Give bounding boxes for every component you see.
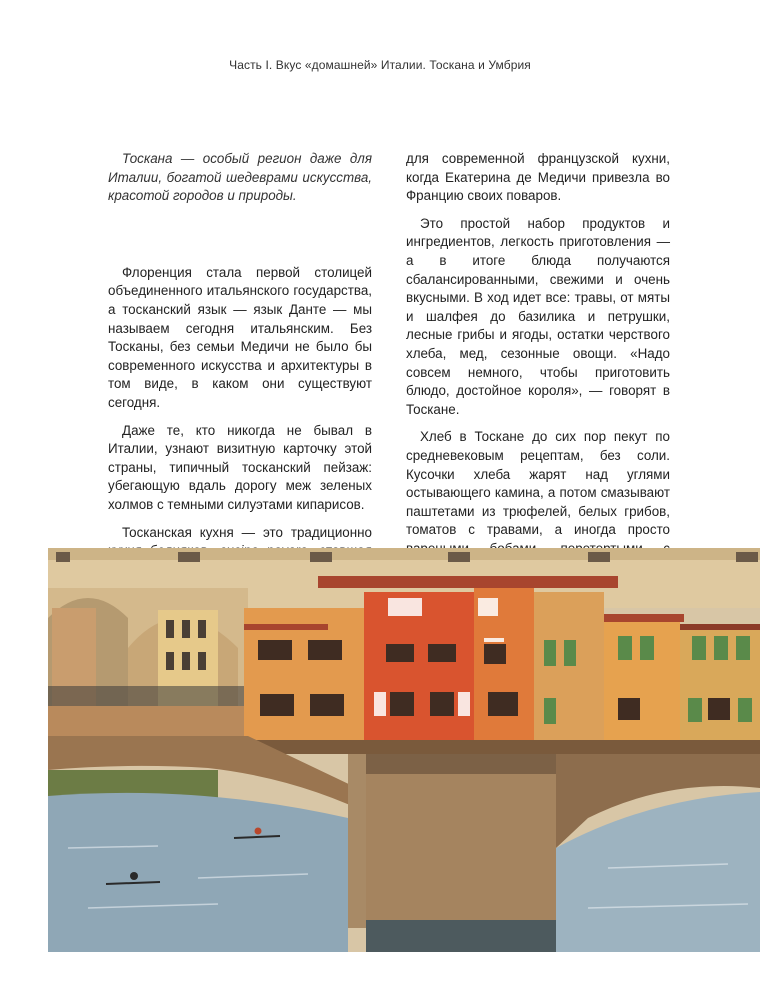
lead-paragraph: Тоскана — особый регион даже для Италии, богатой шедеврами искусства, красотой городов и природы. — [108, 151, 372, 204]
paragraph-landscape: Даже те, кто никогда не бывал в Италии, узнают визитную карточку этой страны, типичный тосканский пейзаж: убегающую вдаль дорогу меж зеленых холмов с темными силуэтами кипарисов. — [108, 422, 372, 512]
ponte-vecchio-photo — [48, 548, 760, 952]
paragraph-bread: Хлеб в Тоскане до сих пор пекут по средневековым рецептам, без соли. Кусочки хлеба жарят над углями остывающего камина, а потом смазывают паштетами из трюфелей, белых грибов, томатов с травами, а иногда просто — [406, 429, 670, 538]
right-text-column — [406, 150, 670, 605]
paragraph-continuation: для современной французской кухни, когда Екатерина де Медичи привезла во Францию своих поваров. — [406, 151, 670, 204]
paragraph-cuisine-start: Тосканская кухня — это традиционно — [122, 524, 372, 540]
left-text-column — [108, 150, 372, 588]
paragraph-florence: Флоренция стала первой столицей объединенного итальянского государства, а тосканский язык — язык Данте — мы называем сегодня итальянским. Без Тосканы, без семьи Медичи не было бы современного искусства и архитектуры в том виде, в каком они существуют сегодня. — [108, 264, 372, 410]
paragraph-ingredients: Это простой набор продуктов и ингредиентов, легкость приготовления — а в итоге блюда получаются сбалансированными, свежими и очень вкусными. В ход идет все: травы, от мяты и шалфея до базилика и петрушки, лесные грибы и ягоды, остатки черствого хлеба, мед, сезонные овощи. «Надо совсем немного, чтобы приготовить блюдо, достойное короля», — говорят в Тоскане. — [406, 215, 670, 417]
running-title: Часть I. Вкус «домашней» Италии. Тоскана и Умбрия — [229, 58, 531, 72]
